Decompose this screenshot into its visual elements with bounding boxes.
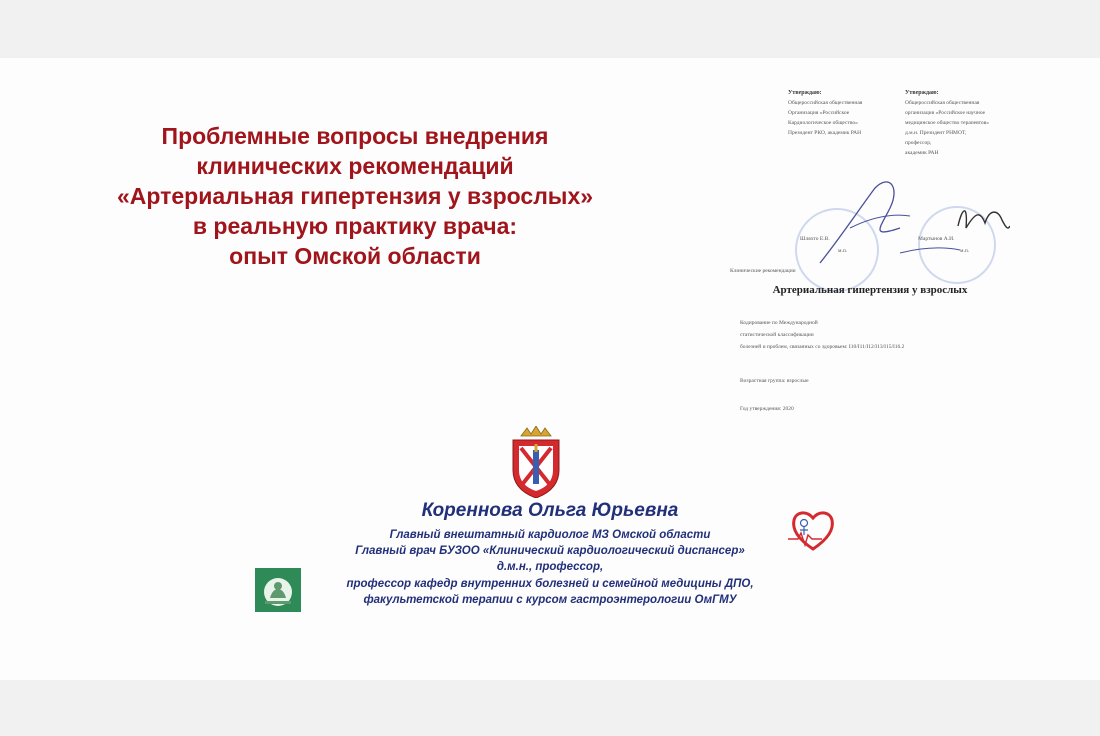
- approval-line: профессор,: [905, 140, 932, 146]
- approval-line: Президент РКО, академик РАН: [788, 130, 862, 136]
- signer-name: Мартынов А.И.: [918, 236, 955, 242]
- doc-label: Клинические рекомендации: [730, 268, 796, 274]
- approval-block-left: [788, 88, 898, 138]
- credential-line: д.м.н., профессор,: [496, 561, 604, 573]
- doc-year: Год утверждения: 2020: [740, 406, 794, 412]
- approval-line: Общероссийская общественная: [905, 100, 980, 106]
- signature-icon: [780, 168, 1010, 278]
- stamp-mark: м.п.: [960, 248, 970, 254]
- doc-code-line: болезней и проблем, связанных со здоровьем: I10/I11/I12/I13/I15/I16.2: [740, 344, 905, 350]
- presentation-title: [95, 121, 615, 271]
- doc-code-line: статистической классификации: [740, 332, 814, 338]
- approval-heading: Утверждаю:: [905, 90, 939, 96]
- approval-line: д.м.н. Президент РНМОТ,: [905, 130, 967, 136]
- approval-block-right: [905, 88, 1015, 158]
- signer-name: Шляхто Е.В.: [800, 236, 830, 242]
- omsk-coat-of-arms-icon: [507, 426, 565, 498]
- author-name: Кореннова Ольга Юрьевна: [421, 500, 679, 521]
- doc-age-group: Возрастная группа: взрослые: [740, 378, 809, 384]
- guideline-document-thumbnail: [720, 88, 1005, 468]
- title-line: в реальную практику врача:: [192, 213, 518, 239]
- approval-heading: Утверждаю:: [788, 90, 822, 96]
- title-line: Проблемные вопросы внедрения: [161, 123, 549, 149]
- doc-code-line: Кодирование по Международной: [740, 320, 818, 326]
- approval-line: организация «Российское научное: [905, 110, 986, 116]
- slide: [0, 58, 1100, 680]
- document-title: Артериальная гипертензия у взрослых: [772, 284, 968, 296]
- credential-line: профессор кафедр внутренних болезней и семейной медицины ДПО,: [346, 578, 754, 590]
- approval-line: медицинское общество терапевтов»: [905, 120, 990, 126]
- approval-line: Кардиологическое общество»: [788, 120, 858, 126]
- approval-line: Организация «Российское: [788, 110, 850, 116]
- title-line: клинических рекомендаций: [196, 153, 514, 179]
- credential-line: Главный врач БУЗОО «Клинический кардиологический диспансер»: [355, 545, 745, 557]
- title-line: опыт Омской области: [229, 243, 481, 269]
- approval-line: академик РАН: [905, 150, 939, 156]
- credential-line: Главный внештатный кардиолог МЗ Омской области: [389, 529, 711, 541]
- approval-line: Общероссийская общественная: [788, 100, 863, 106]
- stamp-mark: м.п.: [838, 248, 848, 254]
- title-line: «Артериальная гипертензия у взрослых»: [116, 183, 594, 209]
- credential-line: факультетской терапии с курсом гастроэнтерологии ОмГМУ: [363, 594, 737, 606]
